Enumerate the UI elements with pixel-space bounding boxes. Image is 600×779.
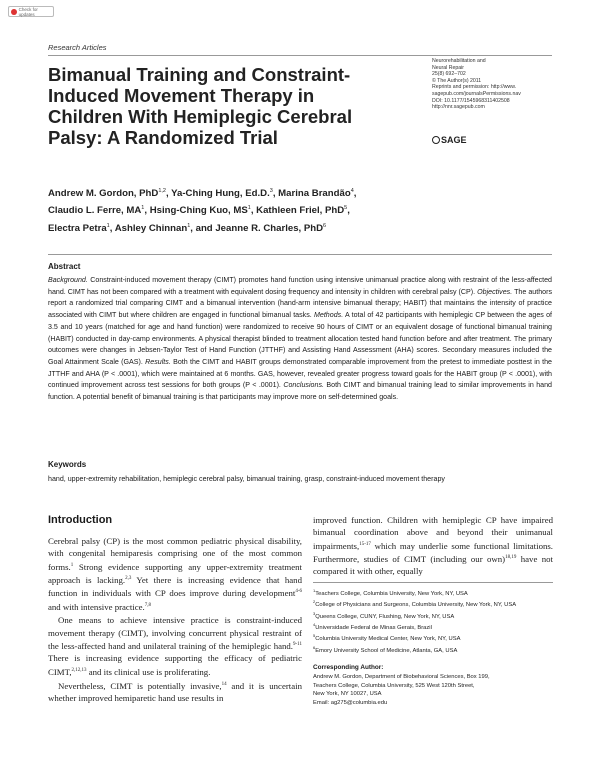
paragraph: improved function. Children with hemiplegic CP have impaired bimanual coordination above and beyond their unimanual impairments,$^{15-17}$ which may underlie some functional limitations. Furthermore, studies of CIMT (including our own)$^{18,19}$ have not compared it with other, equally [313, 515, 553, 577]
author: Jeanne R. Charles, PhD$^6$ [215, 222, 327, 234]
journal-line: Neurorehabilitation and [432, 58, 486, 64]
journal-line: DOI: 10.1177/1545968311402508 [432, 97, 510, 104]
article-title: Bimanual Training and Constraint-Induced Movement Therapy in Children With Hemiplegic Cerebral Palsy: A Randomized Trial [48, 64, 353, 148]
affiliations-divider [313, 582, 553, 583]
abstract-text: Background. Constraint-induced movement therapy (CIMT) promotes hand function using intensive unimanual practice along with restraint of the less-affected hand. CIMT has not been compared with a treatment with equivalent dosing frequency and intensity in children with cerebral palsy (CP). Objectives. The authors report a randomized trial comparing CIMT and a bimanual intervention (hand-arm intensive bimanual therapy; HABIT) that maintains the intensity of practice associated with CIMT but where children are engaged in functional bimanual tasks. Methods. A total of 42 participants with hemiplegic CP between the ages of 3.5 and 10 years (matched for age and hand function) were randomized to receive 90 hours of CIMT or an equivalent dosage of functional bimanual training (HABIT) conducted in day-camp environments. A physical therapist blinded to treatment allocation tested hand function before and after treatment. The primary outcomes were changes in Jebsen-Taylor Test of Hand Function (JTTHF) and Assisting Hand Assessment (AHA) scores. Secondary measures included the Goal Attainment Scale (GAS). Results. Both the CIMT and HABIT groups demonstrated comparable improvement from the pretest to immediate posttest in the JTTHF and AHA (P < .0001), which were maintained at 6 months. GAS, however, revealed greater progress toward goals for the HABIT group (P < .0001), with continued improvement across test sessions for both groups (P < .0001). Conclusions. Both CIMT and bimanual training lead to similar improvements in hand function. A potential benefit of bimanual training is that participants may improve more on self-determined goals. [48, 276, 552, 402]
corresponding-author [313, 673, 553, 707]
keywords-text: hand, upper-extremity rehabilitation, hemiplegic cerebral palsy, bimanual training, grasp, constraint-induced movement therapy [48, 475, 445, 483]
intro-right-column [313, 514, 553, 578]
journal-line: sagepub.com/journalsPermissions.nav [432, 90, 521, 97]
check-for-updates-badge[interactable] [8, 6, 54, 17]
author: Andrew M. Gordon, PhD$^{1,2}$, [48, 188, 172, 200]
journal-line: © The Author(s) 2011 [432, 77, 482, 84]
abstract-divider [48, 254, 552, 255]
journal-line: Neural Repair [432, 64, 465, 71]
affiliation: $^4$Universidade Federal de Minas Gerais, Brazil [313, 621, 432, 631]
journal-info [432, 58, 552, 111]
corresponding-author-heading: Corresponding Author: [313, 664, 384, 671]
corresponding-line: Andrew M. Gordon, Department of Biobehavioral Sciences, Box 199, [313, 674, 490, 680]
section-label: Research Articles [48, 43, 107, 52]
top-divider [48, 55, 552, 56]
affiliation: $^5$Columbia University Medical Center, New York, NY, USA [313, 633, 461, 643]
author: Kathleen Friel, PhD$^5$, [256, 205, 350, 217]
affiliation: $^3$Queens College, CUNY, Flushing, New York, NY, USA [313, 610, 455, 620]
affiliation: $^6$Emory University School of Medicine, Atlanta, GA, USA [313, 644, 458, 654]
paragraph: Nevertheless, CIMT is potentially invasive,$^{14}$ and it is uncertain whether improved hemiparetic hand use results in [48, 680, 302, 704]
author: Hsing-Ching Kuo, $MS^1$, [149, 205, 257, 217]
paragraph: Cerebral palsy (CP) is the most common pediatric physical disability, with congenital hemiparesis comprising one of the most common forms.$^1$ Strong evidence supporting any upper-extremity treatment approach is lacking.$^{2,3}$ Yet there is increasing evidence that hand function in individuals with CP does improve during development$^{4-6}$ and with intensive practice.$^{7,8}$ [48, 536, 302, 612]
corresponding-line: Teachers College, Columbia University, 525 West 120th Street, [313, 682, 475, 689]
journal-line: Reprints and permission: http://www. [432, 84, 517, 91]
intro-left-column [48, 535, 302, 705]
abstract-heading: Abstract [48, 262, 81, 271]
journal-url[interactable]: http://nnr.sagepub.com [432, 104, 485, 111]
update-icon [11, 9, 17, 15]
introduction-heading: Introduction [48, 514, 113, 526]
journal-line: 25(8) 692–702 [432, 71, 466, 78]
affiliation: $^2$College of Physicians and Surgeons, Columbia University, New York, NY, USA [313, 599, 517, 609]
publisher-name: SAGE [441, 135, 467, 145]
keywords-heading: Keywords [48, 460, 87, 469]
publisher-logo [432, 135, 467, 145]
author: Marina Brandão$^4$, [278, 188, 357, 200]
corresponding-line: New York, NY 10027, USA [313, 691, 382, 698]
corresponding-email[interactable]: Email: ag275@columbia.edu [313, 699, 388, 706]
badge-label: Check for updates [18, 6, 38, 17]
paragraph: One means to achieve intensive practice is constraint-induced movement therapy (CIMT), involving concurrent physical restraint of the less-affected hand and unilateral training of the hemiplegic hand.$^{9-11}$ There is increasing evidence supporting the efficacy of pediatric CIMT,$^{2,12,13}$ and its clinical use is proliferating. [48, 615, 302, 677]
affiliations [313, 587, 553, 655]
author: Ashley Chinnan$^1$, and [114, 222, 216, 234]
sage-logo-icon [432, 136, 440, 144]
author: Claudio L. Ferre, $MA^1$, [48, 205, 150, 217]
author: Electra Petra$^1$, [48, 222, 115, 234]
affiliation: $^1$Teachers College, Columbia University, New York, NY, USA [313, 588, 468, 597]
author-list [48, 184, 548, 236]
author: Ya-Ching Hung, Ed.D.$^3$, [171, 188, 279, 200]
